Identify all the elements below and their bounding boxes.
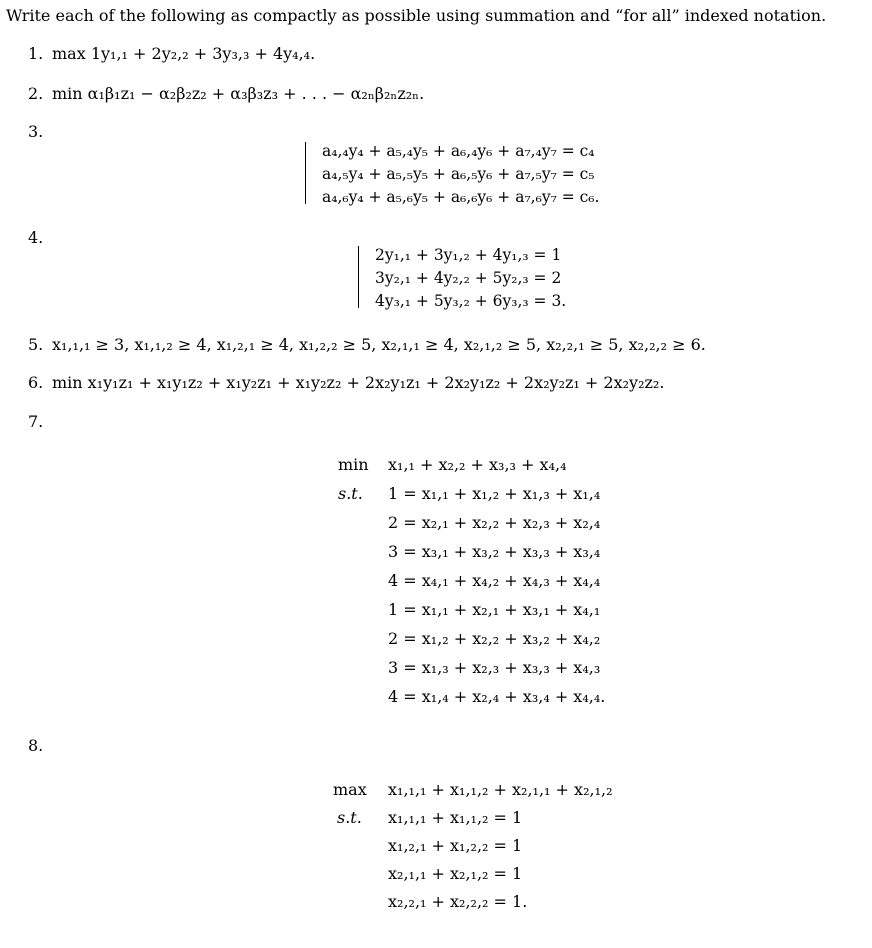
intro-text: Write each of the following as compactly as possible using summation and “for all” indexed notation. — [6, 6, 827, 25]
problem-7-constraint-8: 4 = x₁,₄ + x₂,₄ + x₃,₄ + x₄,₄. — [388, 687, 606, 706]
problem-8-constraint-1: x₁,₁,₁ + x₁,₁,₂ = 1 — [388, 808, 523, 827]
problem-8-st-label: s.t. — [337, 808, 362, 827]
problem-1-expression: max 1y₁,₁ + 2y₂,₂ + 3y₃,₃ + 4y₄,₄. — [52, 44, 316, 63]
problem-8-number: 8. — [28, 736, 44, 755]
problem-7-constraint-1: 1 = x₁,₁ + x₁,₂ + x₁,₃ + x₁,₄ — [388, 484, 601, 503]
problem-1-number: 1. — [28, 44, 44, 63]
problem-5-number: 5. — [28, 335, 44, 354]
problem-7-st-label: s.t. — [338, 484, 363, 503]
problem-8-objective: x₁,₁,₁ + x₁,₁,₂ + x₂,₁,₁ + x₂,₁,₂ — [388, 780, 613, 799]
problem-3-line-3: a₄,₆y₄ + a₅,₆y₅ + a₆,₆y₆ + a₇,₆y₇ = c₆. — [322, 188, 600, 206]
problem-7-constraint-2: 2 = x₂,₁ + x₂,₂ + x₂,₃ + x₂,₄ — [388, 513, 601, 532]
problem-3-brace — [305, 142, 306, 204]
problem-8-objective-label: max — [333, 780, 367, 799]
problem-7-objective-label: min — [338, 455, 369, 474]
problem-3-line-2: a₄,₅y₄ + a₅,₅y₅ + a₆,₅y₆ + a₇,₅y₇ = c₅ — [322, 165, 595, 183]
problem-4-line-1: 2y₁,₁ + 3y₁,₂ + 4y₁,₃ = 1 — [375, 246, 562, 264]
problem-3-line-1: a₄,₄y₄ + a₅,₄y₅ + a₆,₄y₆ + a₇,₄y₇ = c₄ — [322, 142, 595, 160]
problem-7-constraint-4: 4 = x₄,₁ + x₄,₂ + x₄,₃ + x₄,₄ — [388, 571, 601, 590]
problem-8-constraint-4: x₂,₂,₁ + x₂,₂,₂ = 1. — [388, 892, 528, 911]
problem-8-constraint-3: x₂,₁,₁ + x₂,₁,₂ = 1 — [388, 864, 523, 883]
problem-6-number: 6. — [28, 373, 44, 392]
problem-7-constraint-7: 3 = x₁,₃ + x₂,₃ + x₃,₃ + x₄,₃ — [388, 658, 601, 677]
problem-4-number: 4. — [28, 228, 44, 247]
problem-5-expression: x₁,₁,₁ ≥ 3, x₁,₁,₂ ≥ 4, x₁,₂,₁ ≥ 4, x₁,₂,₂ ≥ 5, x₂,₁,₁ ≥ 4, x₂,₁,₂ ≥ 5, x₂,₂,₁ ≥ 5, x₂,₂,₂ ≥ 6. — [52, 335, 706, 354]
problem-2-expression: min α₁β₁z₁ − α₂β₂z₂ + α₃β₃z₃ + . . . − α₂ₙβ₂ₙz₂ₙ. — [52, 84, 425, 103]
problem-7-number: 7. — [28, 412, 44, 431]
problem-8-constraint-2: x₁,₂,₁ + x₁,₂,₂ = 1 — [388, 836, 523, 855]
problem-7-objective: x₁,₁ + x₂,₂ + x₃,₃ + x₄,₄ — [388, 455, 567, 474]
problem-4-line-3: 4y₃,₁ + 5y₃,₂ + 6y₃,₃ = 3. — [375, 292, 567, 310]
problem-7-constraint-5: 1 = x₁,₁ + x₂,₁ + x₃,₁ + x₄,₁ — [388, 600, 601, 619]
problem-2-number: 2. — [28, 84, 44, 103]
problem-4-line-2: 3y₂,₁ + 4y₂,₂ + 5y₂,₃ = 2 — [375, 269, 562, 287]
problem-4-brace — [358, 246, 359, 308]
problem-7-constraint-3: 3 = x₃,₁ + x₃,₂ + x₃,₃ + x₃,₄ — [388, 542, 601, 561]
problem-3-number: 3. — [28, 122, 44, 141]
problem-6-expression: min x₁y₁z₁ + x₁y₁z₂ + x₁y₂z₁ + x₁y₂z₂ + 2x₂y₁z₁ + 2x₂y₁z₂ + 2x₂y₂z₁ + 2x₂y₂z₂. — [52, 373, 665, 392]
problem-7-constraint-6: 2 = x₁,₂ + x₂,₂ + x₃,₂ + x₄,₂ — [388, 629, 601, 648]
